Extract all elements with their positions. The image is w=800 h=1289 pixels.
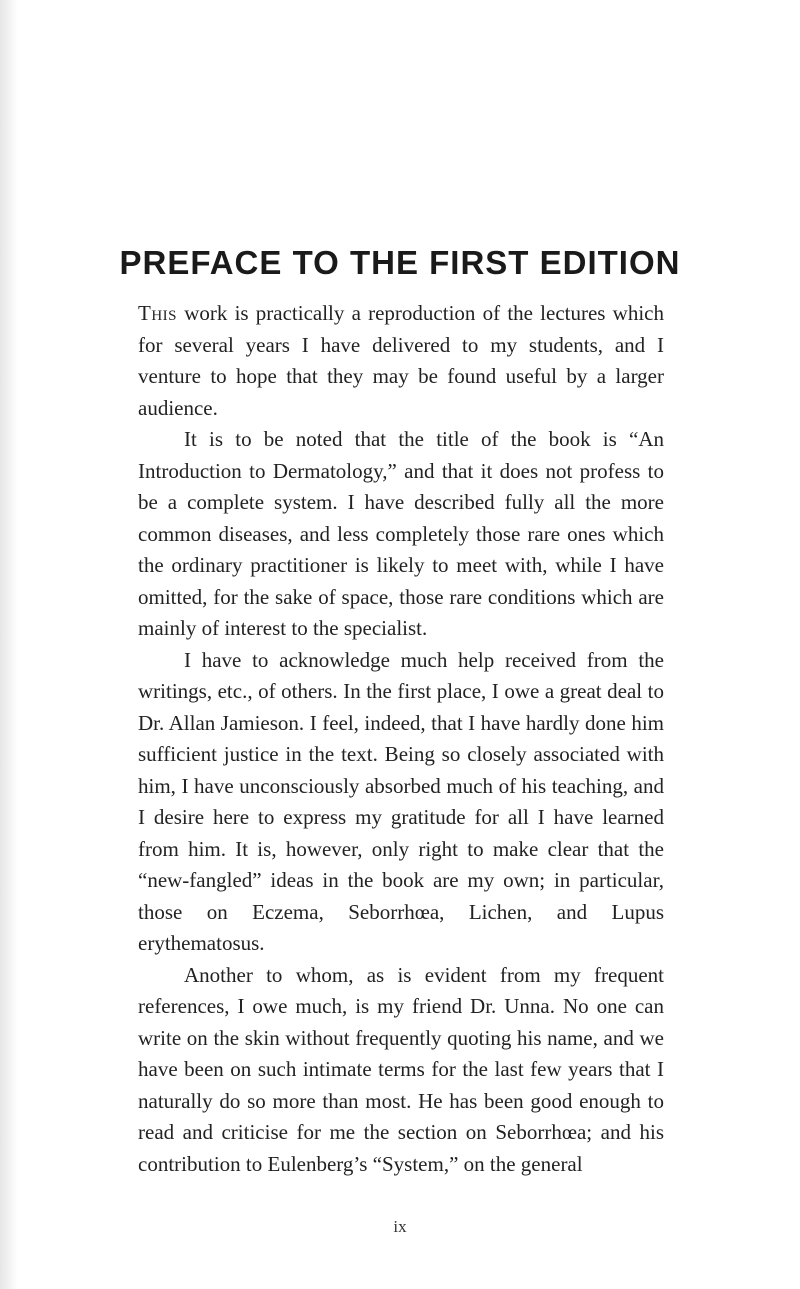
paragraph-1-lead: This xyxy=(138,301,177,325)
paragraph-4: Another to whom, as is evident from my frequent references, I owe much, is my friend Dr. Unna. No one can write on the skin without frequently quoting his name, and we have been on such intimate terms for the last few years that I naturally do so more than most. He has been good enough to read and criticise for me the section on Seborrhœa; and his contribution to Eulenberg’s “System,” on the general xyxy=(138,962,664,1176)
preface-body xyxy=(138,298,664,1180)
paragraph-2: It is to be noted that the title of the book is “An Introduction to Dermatology,” and that it does not profess to be a complete system. I have described fully all the more common diseases, and less completely those rare ones which the ordinary practitioner is likely to meet with, while I have omitted, for the sake of space, those rare conditions which are mainly of interest to the specialist. xyxy=(138,427,664,640)
paragraph-3: I have to acknowledge much help received from the writings, etc., of others. In the first place, I owe a great deal to Dr. Allan Jamieson. I feel, indeed, that I have hardly done him sufficient justice in the text. Being so closely associated with him, I have unconsciously absorbed much of his teaching, and I desire here to express my gratitude for all I have learned from him. It is, however, only right to make clear that the “new-fangled” ideas in the book are my own; in particular, those on Eczema, Seborrhœa, Lichen, and Lupus erythematosus. xyxy=(138,647,664,955)
paragraph-1 xyxy=(138,298,664,424)
paragraph-1-text: work is practically a reproduction of the lectures which for several years I have delivered to my students, and I venture to hope that they may be found useful by a larger audience. xyxy=(138,301,664,420)
page-title: PREFACE TO THE FIRST EDITION xyxy=(119,244,681,281)
page-number: ix xyxy=(393,1217,407,1236)
